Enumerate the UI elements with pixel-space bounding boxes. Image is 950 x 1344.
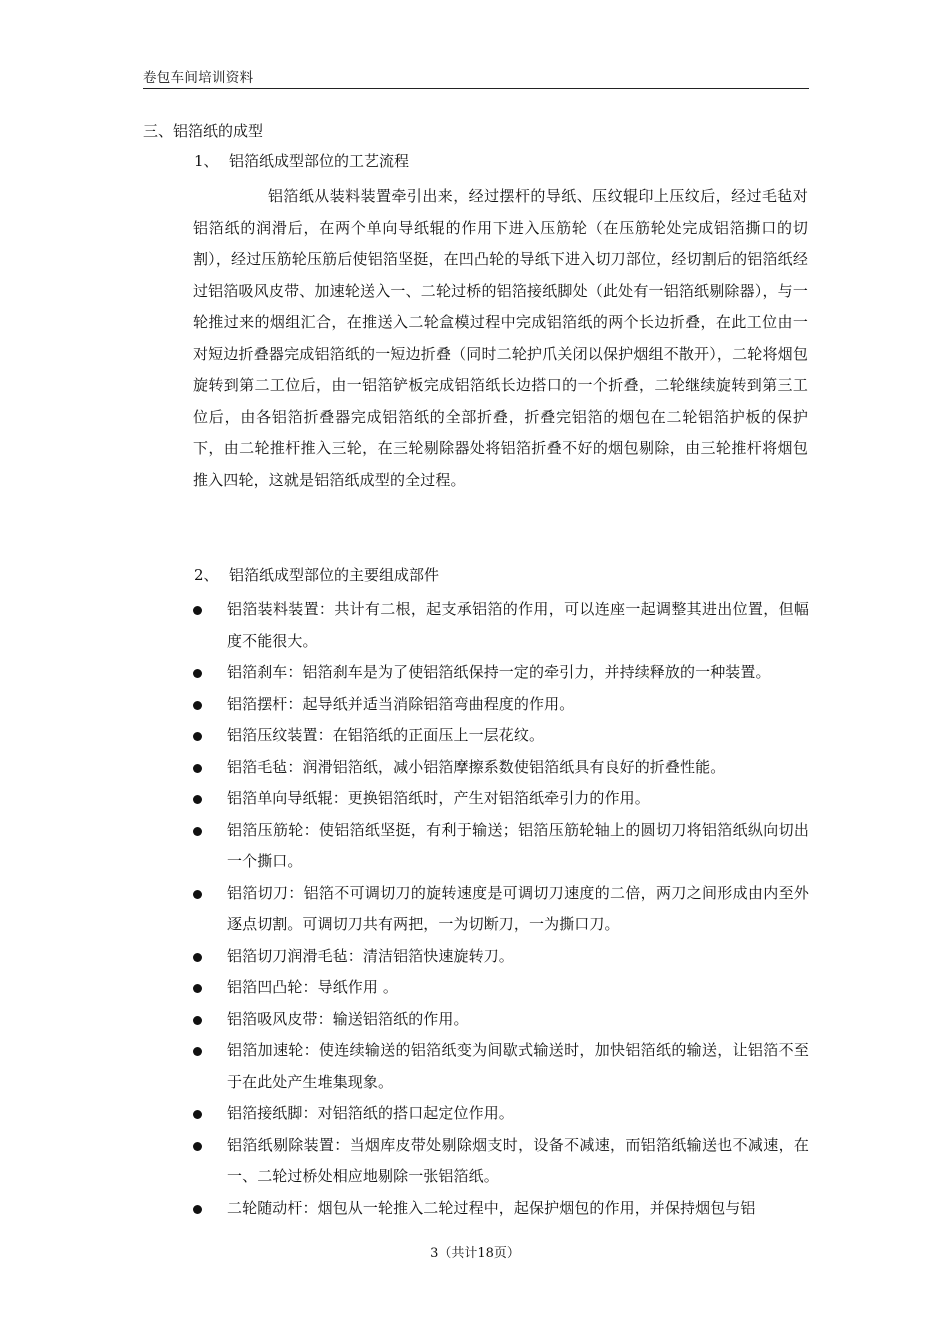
bullet-icon <box>193 606 202 615</box>
page-number: 3（共计18页） <box>430 1246 520 1261</box>
process-paragraph: 铝箔纸从装料装置牵引出来，经过摆杆的导纸、压纹辊印上压纹后，经过毛毡对铝箔纸的润滑后，在两个单向导纸辊的作用下进入压筋轮（在压筋轮处完成铝箔撕口的切割），经过压筋轮压筋后使铝箔坚挺，在凹凸轮的导纸下进入切刀部位，经切割后的铝箔纸经过铝箔吸风皮带、加速轮送入一、二轮过桥的铝箔接纸脚处（此处有一铝箔纸剔除器），与一轮推过来的烟组汇合，在推送入二轮盒模过程中完成铝箔纸的两个长边折叠，在此工位由一对短边折叠器完成铝箔纸的一短边折叠（同时二轮护爪关闭以保护烟组不散开），二轮将烟包旋转到第二工位后，由一铝箔铲板完成铝箔纸长边搭口的一个折叠，二轮继续旋转到第三工位后，由各铝箔折叠器完成铝箔纸的全部折叠，折叠完铝箔的烟包在二轮铝箔护板的保护下，由二轮推杆推入三轮，在三轮剔除器处将铝箔折叠不好的烟包剔除，由三轮推杆将烟包推入四轮，这就是铝箔纸成型的全过程。 <box>193 187 808 489</box>
list-item-text: 铝箔加速轮：使连续输送的铝箔纸变为间歇式输送时，加快铝箔纸的输送，让铝箔不至于在此处产生堆集现象。 <box>227 1041 809 1091</box>
list-item <box>143 594 809 657</box>
list-item-text: 铝箔凹凸轮：导纸作用 。 <box>227 978 398 996</box>
list-item <box>143 1193 809 1225</box>
list-item-text: 铝箔单向导纸辊：更换铝箔纸时，产生对铝箔纸牵引力的作用。 <box>227 789 650 807</box>
subsection-1-title <box>194 150 409 172</box>
bullet-icon <box>193 701 202 710</box>
list-item-text: 铝箔接纸脚：对铝箔纸的搭口起定位作用。 <box>227 1104 514 1122</box>
list-item-text: 铝箔压筋轮：使铝箔纸坚挺，有利于输送；铝箔压筋轮轴上的圆切刀将铝箔纸纵向切出一个撕口。 <box>227 820 809 870</box>
list-item <box>143 941 809 973</box>
bullet-icon <box>193 795 202 804</box>
subsection-1-number: 1、 <box>194 152 219 170</box>
list-item <box>143 815 809 878</box>
bullet-icon <box>193 1205 202 1214</box>
list-item <box>143 1004 809 1036</box>
subsection-2-number: 2、 <box>194 566 219 584</box>
bullet-icon <box>193 1047 202 1056</box>
list-item <box>143 657 809 689</box>
subsection-1-text: 铝箔纸成型部位的工艺流程 <box>229 152 410 170</box>
list-item <box>143 1098 809 1130</box>
list-item <box>143 972 809 1004</box>
bullet-icon <box>193 1142 202 1151</box>
page-header <box>143 71 809 89</box>
bullet-icon <box>193 1110 202 1119</box>
bullet-icon <box>193 953 202 962</box>
bullet-icon <box>193 984 202 993</box>
list-item <box>143 783 809 815</box>
bullet-icon <box>193 732 202 741</box>
list-item <box>143 752 809 784</box>
list-item-text: 铝箔切刀润滑毛毡：清洁铝箔快速旋转刀。 <box>227 946 514 965</box>
list-item-text: 铝箔装料装置：共计有二根，起支承铝箔的作用，可以连座一起调整其进出位置，但幅度不能很大。 <box>227 600 809 650</box>
bullet-icon <box>193 764 202 773</box>
list-item <box>143 720 809 752</box>
subsection-2-text: 铝箔纸成型部位的主要组成部件 <box>229 566 440 584</box>
bullet-icon <box>193 669 202 678</box>
header-title: 卷包车间培训资料 <box>143 70 254 86</box>
list-item-text: 铝箔刹车：铝箔刹车是为了使铝箔纸保持一定的牵引力，并持续释放的一种装置。 <box>227 663 771 681</box>
list-item-text: 铝箔纸剔除装置：当烟库皮带处剔除烟支时，设备不减速，而铝箔纸输送也不减速，在一、二轮过桥处相应地剔除一张铝箔纸。 <box>227 1135 809 1185</box>
list-item <box>143 878 809 941</box>
list-item <box>143 1130 809 1193</box>
subsection-2-title <box>194 564 439 586</box>
list-item-text: 铝箔摆杆：起导纸并适当消除铝箔弯曲程度的作用。 <box>227 694 575 713</box>
component-list <box>143 594 809 1224</box>
list-item-text: 二轮随动杆：烟包从一轮推入二轮过程中，起保护烟包的作用，并保持烟包与铝 <box>227 1198 756 1217</box>
list-item-text: 铝箔压纹装置：在铝箔纸的正面压上一层花纹。 <box>227 726 545 744</box>
bullet-icon <box>193 890 202 899</box>
list-item-text: 铝箔切刀：铝箔不可调切刀的旋转速度是可调切刀速度的二倍，两刀之间形成由内至外逐点切割。可调切刀共有两把，一为切断刀，一为撕口刀。 <box>227 883 809 933</box>
bullet-icon <box>193 1016 202 1025</box>
list-item-text: 铝箔吸风皮带：输送铝箔纸的作用。 <box>227 1009 469 1028</box>
bullet-icon <box>193 827 202 836</box>
list-item-text: 铝箔毛毡：润滑铝箔纸，减小铝箔摩擦系数使铝箔纸具有良好的折叠性能。 <box>227 757 726 776</box>
list-item <box>143 1035 809 1098</box>
section-title: 三、铝箔纸的成型 <box>143 122 264 140</box>
list-item <box>143 689 809 721</box>
